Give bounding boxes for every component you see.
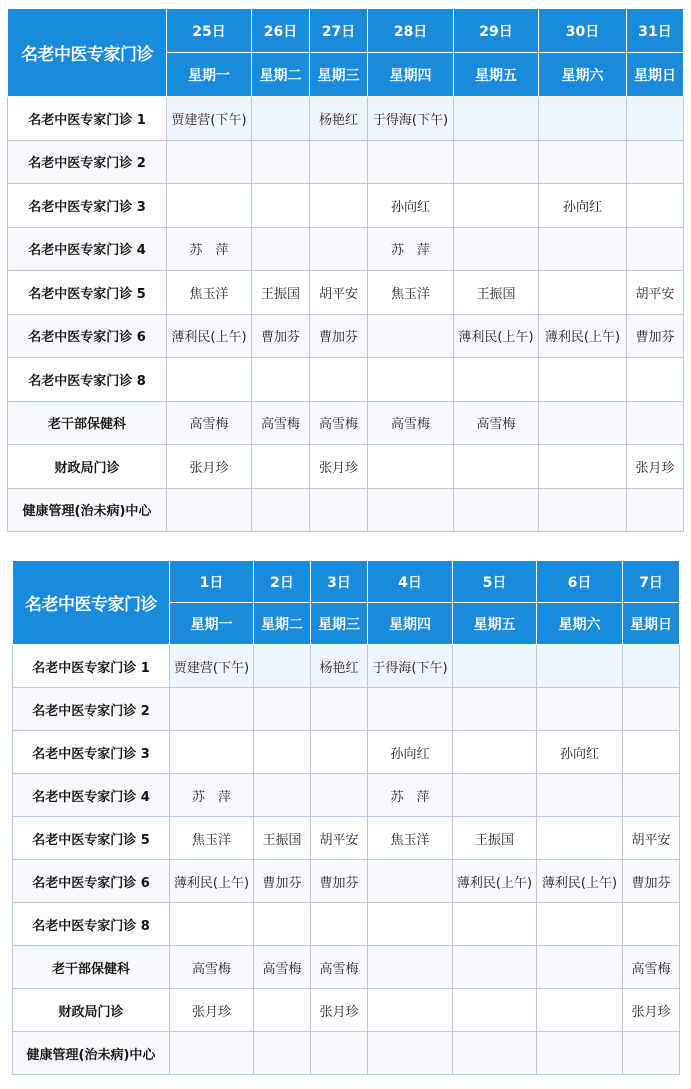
doctor-cell: 张月珍 [170, 989, 254, 1032]
doctor-cell [627, 184, 684, 228]
date-header: 27日 [310, 9, 368, 53]
doctor-cell [453, 774, 537, 817]
doctor-cell [539, 97, 627, 141]
doctor-cell: 薄利民(上午) [170, 860, 254, 903]
schedule-row [13, 989, 680, 1032]
doctor-cell: 焦玉洋 [167, 271, 252, 315]
department-name: 名老中医专家门诊 2 [8, 140, 167, 184]
doctor-cell [368, 358, 454, 402]
doctor-cell [254, 1032, 311, 1075]
doctor-cell: 苏 萍 [368, 774, 453, 817]
doctor-cell [539, 488, 627, 532]
doctor-cell [368, 903, 453, 946]
doctor-cell: 胡平安 [310, 271, 368, 315]
schedule-row [13, 688, 680, 731]
doctor-cell [623, 903, 680, 946]
doctor-cell [368, 488, 454, 532]
date-header: 5日 [453, 561, 537, 603]
weekday-header: 星期三 [311, 603, 368, 645]
doctor-cell [252, 97, 310, 141]
date-header: 2日 [254, 561, 311, 603]
department-name: 财政局门诊 [13, 989, 170, 1032]
date-header: 25日 [167, 9, 252, 53]
date-header: 1日 [170, 561, 254, 603]
doctor-cell: 高雪梅 [623, 946, 680, 989]
weekday-header: 星期四 [368, 603, 453, 645]
department-name: 健康管理(治未病)中心 [13, 1032, 170, 1075]
doctor-cell [627, 401, 684, 445]
doctor-cell [537, 989, 623, 1032]
doctor-cell: 胡平安 [623, 817, 680, 860]
schedule-row [13, 946, 680, 989]
doctor-cell [627, 358, 684, 402]
doctor-cell [537, 1032, 623, 1075]
doctor-cell [454, 445, 539, 489]
doctor-cell [311, 688, 368, 731]
doctor-cell: 曹加芬 [623, 860, 680, 903]
schedule-title: 名老中医专家门诊 [13, 561, 170, 645]
weekday-header: 星期六 [537, 603, 623, 645]
doctor-cell [539, 140, 627, 184]
doctor-cell [252, 140, 310, 184]
doctor-cell: 高雪梅 [170, 946, 254, 989]
weekday-header: 星期四 [368, 53, 454, 97]
doctor-cell: 高雪梅 [311, 946, 368, 989]
doctor-cell [537, 688, 623, 731]
doctor-cell: 王振国 [453, 817, 537, 860]
schedule-row [13, 817, 680, 860]
date-header: 28日 [368, 9, 454, 53]
department-name: 名老中医专家门诊 6 [13, 860, 170, 903]
doctor-cell: 张月珍 [310, 445, 368, 489]
doctor-cell [453, 1032, 537, 1075]
doctor-cell [539, 271, 627, 315]
doctor-cell [311, 1032, 368, 1075]
schedule-table-week1 [7, 8, 684, 532]
doctor-cell [539, 445, 627, 489]
doctor-cell: 苏 萍 [170, 774, 254, 817]
doctor-cell: 张月珍 [627, 445, 684, 489]
doctor-cell [623, 1032, 680, 1075]
doctor-cell [254, 903, 311, 946]
date-header: 4日 [368, 561, 453, 603]
doctor-cell [368, 860, 453, 903]
department-name: 名老中医专家门诊 8 [13, 903, 170, 946]
doctor-cell [254, 774, 311, 817]
department-name: 名老中医专家门诊 5 [8, 271, 167, 315]
schedule-row [8, 271, 684, 315]
doctor-cell [453, 946, 537, 989]
doctor-cell [368, 140, 454, 184]
department-name: 健康管理(治未病)中心 [8, 488, 167, 532]
doctor-cell [254, 688, 311, 731]
doctor-cell [623, 731, 680, 774]
doctor-cell: 胡平安 [627, 271, 684, 315]
doctor-cell: 高雪梅 [252, 401, 310, 445]
doctor-cell [252, 184, 310, 228]
weekday-header: 星期日 [627, 53, 684, 97]
weekday-header: 星期日 [623, 603, 680, 645]
department-name: 名老中医专家门诊 4 [8, 227, 167, 271]
doctor-cell [537, 817, 623, 860]
doctor-cell: 孙向红 [368, 184, 454, 228]
schedule-row [8, 488, 684, 532]
doctor-cell: 苏 萍 [368, 227, 454, 271]
doctor-cell [454, 140, 539, 184]
doctor-cell [170, 1032, 254, 1075]
doctor-cell [252, 227, 310, 271]
schedule-row [8, 227, 684, 271]
schedule-row [13, 645, 680, 688]
doctor-cell: 薄利民(上午) [537, 860, 623, 903]
department-name: 名老中医专家门诊 6 [8, 314, 167, 358]
doctor-cell [310, 227, 368, 271]
doctor-cell [170, 688, 254, 731]
schedule-row [8, 314, 684, 358]
schedule-row [8, 445, 684, 489]
doctor-cell: 曹加芬 [627, 314, 684, 358]
doctor-cell [537, 645, 623, 688]
doctor-cell [453, 989, 537, 1032]
schedule-row [8, 184, 684, 228]
doctor-cell [368, 314, 454, 358]
doctor-cell [627, 227, 684, 271]
doctor-cell [453, 903, 537, 946]
department-name: 名老中医专家门诊 4 [13, 774, 170, 817]
doctor-cell [254, 989, 311, 1032]
doctor-cell [368, 445, 454, 489]
doctor-cell [623, 774, 680, 817]
doctor-cell [537, 903, 623, 946]
doctor-cell: 薄利民(上午) [539, 314, 627, 358]
doctor-cell [310, 184, 368, 228]
weekday-header: 星期五 [453, 603, 537, 645]
doctor-cell: 薄利民(上午) [454, 314, 539, 358]
doctor-cell [167, 140, 252, 184]
doctor-cell [310, 488, 368, 532]
doctor-cell: 孙向红 [368, 731, 453, 774]
department-name: 名老中医专家门诊 3 [8, 184, 167, 228]
doctor-cell: 于得海(下午) [368, 97, 454, 141]
department-name: 名老中医专家门诊 1 [8, 97, 167, 141]
doctor-cell: 焦玉洋 [368, 817, 453, 860]
doctor-cell [252, 445, 310, 489]
doctor-cell [539, 401, 627, 445]
department-name: 名老中医专家门诊 1 [13, 645, 170, 688]
doctor-cell: 张月珍 [311, 989, 368, 1032]
doctor-cell: 高雪梅 [310, 401, 368, 445]
schedule-row [8, 97, 684, 141]
date-header: 6日 [537, 561, 623, 603]
doctor-cell: 高雪梅 [368, 401, 454, 445]
doctor-cell: 苏 萍 [167, 227, 252, 271]
doctor-cell: 薄利民(上午) [453, 860, 537, 903]
doctor-cell: 张月珍 [167, 445, 252, 489]
doctor-cell [252, 488, 310, 532]
schedule-row [8, 140, 684, 184]
doctor-cell [539, 227, 627, 271]
doctor-cell [167, 184, 252, 228]
doctor-cell [252, 358, 310, 402]
department-name: 老干部保健科 [13, 946, 170, 989]
doctor-cell [167, 358, 252, 402]
doctor-cell: 曹加芬 [311, 860, 368, 903]
doctor-cell [310, 358, 368, 402]
doctor-cell: 孙向红 [539, 184, 627, 228]
doctor-cell [454, 358, 539, 402]
weekday-header: 星期一 [170, 603, 254, 645]
department-name: 名老中医专家门诊 2 [13, 688, 170, 731]
doctor-cell: 贾建营(下午) [170, 645, 254, 688]
doctor-cell: 高雪梅 [167, 401, 252, 445]
doctor-cell: 焦玉洋 [368, 271, 454, 315]
doctor-cell [170, 731, 254, 774]
date-header: 26日 [252, 9, 310, 53]
weekday-header: 星期五 [454, 53, 539, 97]
doctor-cell: 王振国 [454, 271, 539, 315]
doctor-cell [368, 1032, 453, 1075]
department-name: 财政局门诊 [8, 445, 167, 489]
date-header: 31日 [627, 9, 684, 53]
doctor-cell [167, 488, 252, 532]
doctor-cell [537, 774, 623, 817]
date-header: 30日 [539, 9, 627, 53]
doctor-cell: 杨艳红 [311, 645, 368, 688]
doctor-cell [539, 358, 627, 402]
department-name: 老干部保健科 [8, 401, 167, 445]
doctor-cell [454, 97, 539, 141]
doctor-cell [537, 946, 623, 989]
doctor-cell [623, 688, 680, 731]
schedule-row [8, 358, 684, 402]
doctor-cell [454, 184, 539, 228]
doctor-cell: 杨艳红 [310, 97, 368, 141]
doctor-cell [623, 645, 680, 688]
weekday-header: 星期六 [539, 53, 627, 97]
date-header: 3日 [311, 561, 368, 603]
doctor-cell: 曹加芬 [252, 314, 310, 358]
schedule-table-week2 [12, 560, 680, 1075]
weekday-header: 星期二 [254, 603, 311, 645]
doctor-cell: 高雪梅 [254, 946, 311, 989]
doctor-cell [627, 140, 684, 184]
doctor-cell: 贾建营(下午) [167, 97, 252, 141]
doctor-cell [368, 688, 453, 731]
doctor-cell [454, 488, 539, 532]
doctor-cell [453, 645, 537, 688]
doctor-cell [311, 731, 368, 774]
weekday-header: 星期三 [310, 53, 368, 97]
schedule-row [13, 860, 680, 903]
doctor-cell [311, 774, 368, 817]
schedule-row [13, 1032, 680, 1075]
doctor-cell [170, 903, 254, 946]
doctor-cell [368, 989, 453, 1032]
doctor-cell: 焦玉洋 [170, 817, 254, 860]
doctor-cell: 张月珍 [623, 989, 680, 1032]
doctor-cell [254, 731, 311, 774]
schedule-row [13, 774, 680, 817]
department-name: 名老中医专家门诊 3 [13, 731, 170, 774]
schedule-row [13, 903, 680, 946]
doctor-cell [627, 488, 684, 532]
date-header: 29日 [454, 9, 539, 53]
doctor-cell [310, 140, 368, 184]
doctor-cell: 曹加芬 [310, 314, 368, 358]
doctor-cell: 于得海(下午) [368, 645, 453, 688]
doctor-cell [254, 645, 311, 688]
doctor-cell [453, 731, 537, 774]
doctor-cell: 高雪梅 [454, 401, 539, 445]
department-name: 名老中医专家门诊 5 [13, 817, 170, 860]
date-header: 7日 [623, 561, 680, 603]
doctor-cell: 王振国 [254, 817, 311, 860]
doctor-cell: 胡平安 [311, 817, 368, 860]
weekday-header: 星期一 [167, 53, 252, 97]
doctor-cell [368, 946, 453, 989]
department-name: 名老中医专家门诊 8 [8, 358, 167, 402]
schedule-row [8, 401, 684, 445]
doctor-cell [311, 903, 368, 946]
schedule-row [13, 731, 680, 774]
doctor-cell [454, 227, 539, 271]
schedule-title: 名老中医专家门诊 [8, 9, 167, 97]
doctor-cell: 王振国 [252, 271, 310, 315]
doctor-cell [453, 688, 537, 731]
doctor-cell: 曹加芬 [254, 860, 311, 903]
doctor-cell [627, 97, 684, 141]
doctor-cell: 薄利民(上午) [167, 314, 252, 358]
doctor-cell: 孙向红 [537, 731, 623, 774]
weekday-header: 星期二 [252, 53, 310, 97]
